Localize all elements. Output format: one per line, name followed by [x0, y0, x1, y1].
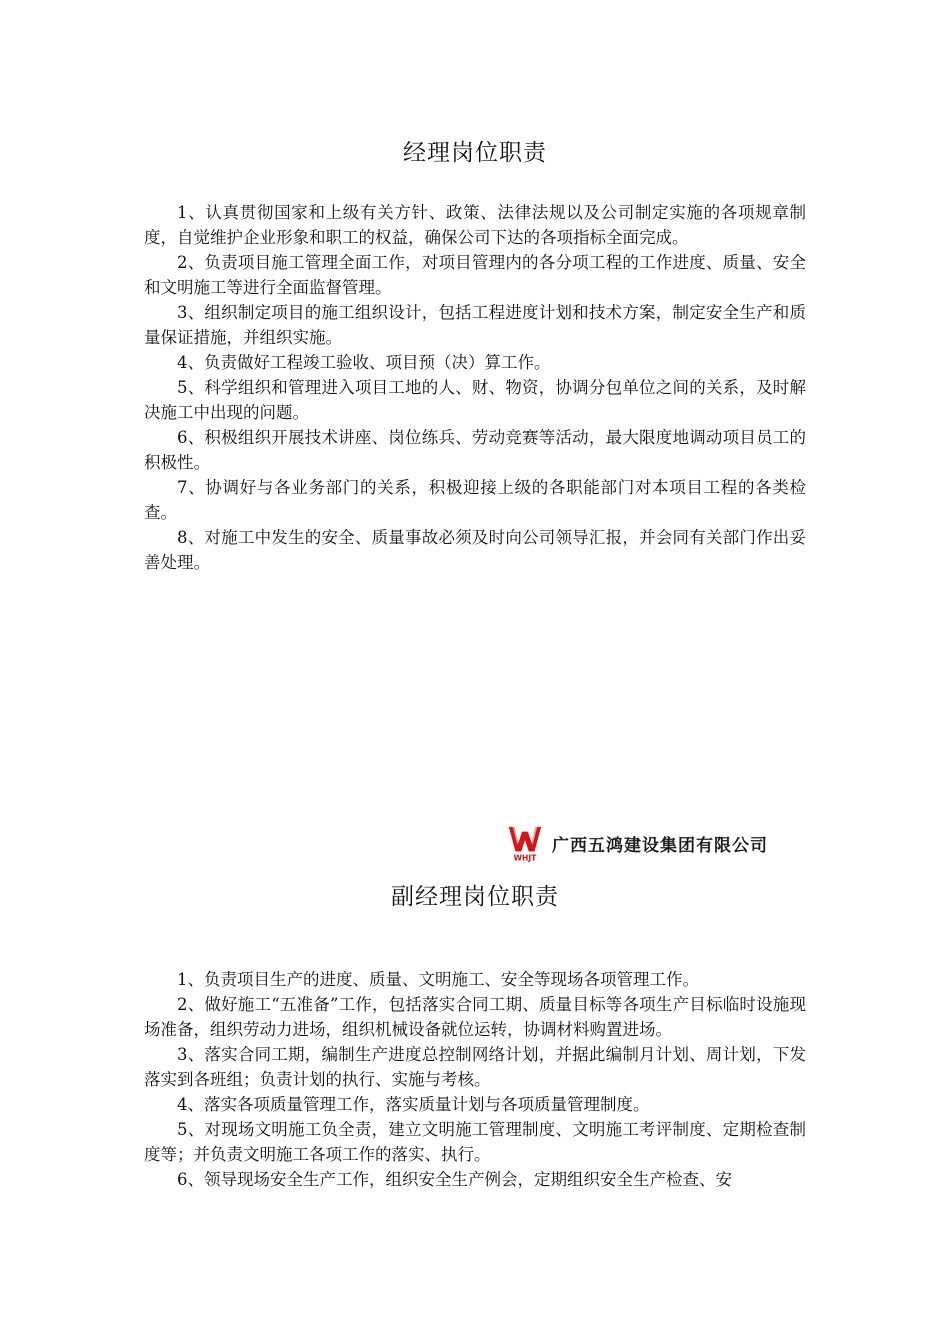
duty-paragraph: 1、认真贯彻国家和上级有关方针、政策、法律法规以及公司制定实施的各项规章制度，自觉维护企业形象和职工的权益，确保公司下达的各项指标全面完成。 — [144, 203, 806, 247]
duty-paragraph: 4、落实各项质量管理工作，落实质量计划与各项质量管理制度。 — [177, 1095, 650, 1114]
duty-paragraph: 2、做好施工“五准备”工作，包括落实合同工期、质量目标等各项生产目标临时设施现场准备，组织劳动力进场，组织机械设备就位运转，协调材料购置进场。 — [144, 995, 806, 1039]
company-header — [506, 824, 768, 862]
section-title: 副经理岗位职责 — [391, 884, 559, 910]
page-title: 经理岗位职责 — [403, 140, 547, 166]
svg-text:WHJT: WHJT — [513, 853, 537, 862]
company-name: 广西五鸿建设集团有限公司 — [552, 835, 768, 856]
duty-paragraph: 3、组织制定项目的施工组织设计，包括工程进度计划和技术方案，制定安全生产和质量保证措施，并组织实施。 — [144, 303, 806, 347]
duty-paragraph: 7、协调好与各业务部门的关系，积极迎接上级的各职能部门对本项目工程的各类检查。 — [144, 478, 806, 522]
duty-paragraph: 4、负责做好工程竣工验收、项目预（决）算工作。 — [177, 353, 551, 372]
duty-paragraph: 2、负责项目施工管理全面工作，对项目管理内的各分项工程的工作进度、质量、安全和文明施工等进行全面监督管理。 — [144, 253, 806, 297]
deputy-manager-duties-section — [144, 967, 806, 1192]
whjt-logo-icon — [506, 824, 544, 862]
duty-paragraph: 8、对施工中发生的安全、质量事故必须及时向公司领导汇报，并会同有关部门作出妥善处理。 — [144, 528, 806, 572]
duty-paragraph: 3、落实合同工期，编制生产进度总控制网络计划，并据此编制月计划、周计划，下发落实到各班组；负责计划的执行、实施与考核。 — [144, 1045, 806, 1089]
duty-paragraph: 6、积极组织开展技术讲座、岗位练兵、劳动竞赛等活动，最大限度地调动项目员工的积极性。 — [144, 428, 806, 472]
manager-duties-section — [144, 200, 806, 575]
duty-paragraph: 6、领导现场安全生产工作，组织安全生产例会，定期组织安全生产检查、安 — [177, 1170, 732, 1189]
duty-paragraph: 5、对现场文明施工负全责，建立文明施工管理制度、文明施工考评制度、定期检查制度等；并负责文明施工各项工作的落实、执行。 — [144, 1120, 806, 1164]
duty-paragraph: 5、科学组织和管理进入项目工地的人、财、物资，协调分包单位之间的关系，及时解决施工中出现的问题。 — [144, 378, 806, 422]
duty-paragraph: 1、负责项目生产的进度、质量、文明施工、安全等现场各项管理工作。 — [177, 970, 699, 989]
